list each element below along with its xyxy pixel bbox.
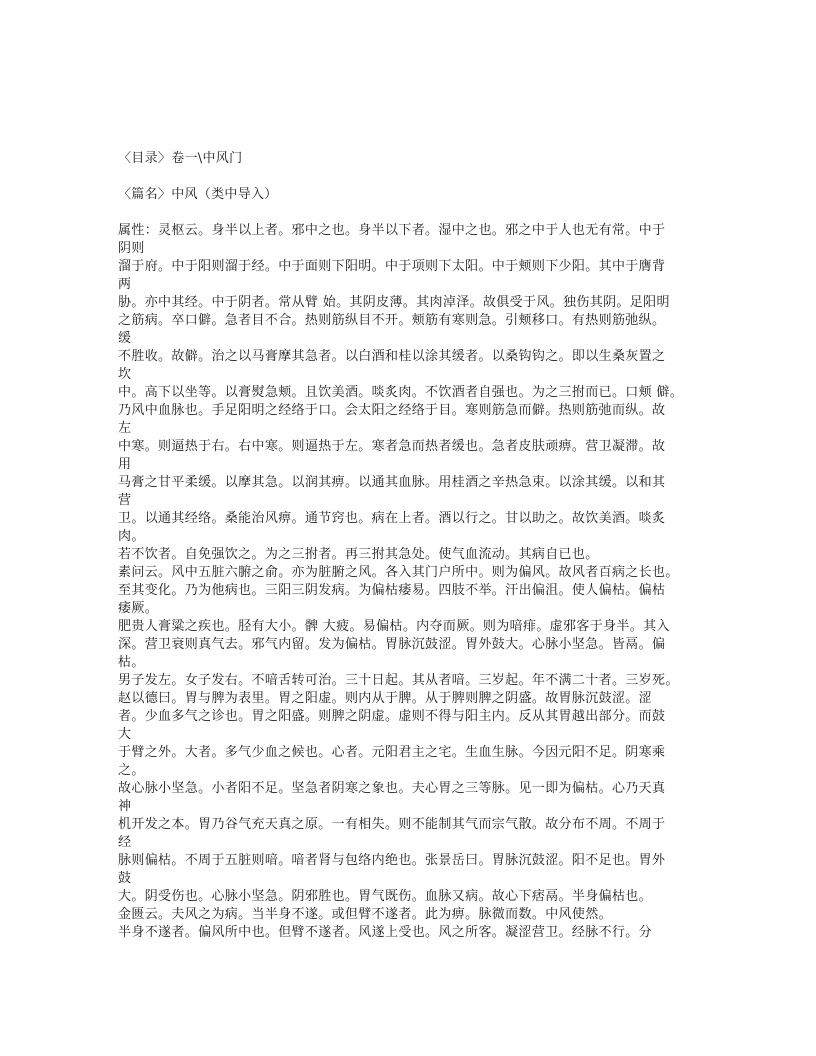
body-line: 至其变化。乃为他病也。三阳三阴发病。为偏枯痿易。四肢不举。汗出偏沮。使人偏枯。偏枯 [118, 583, 666, 598]
body-line: 大。阴受伤也。心脉小坚急。阴邪胜也。胃气既伤。血脉又病。故心下痞鬲。半身偏枯也。 [118, 889, 653, 904]
body-line: 胁。亦中其经。中于阴者。常从臂 始。其阴皮薄。其肉淖泽。故俱受于风。独伤其阴。足阳明 [118, 295, 670, 310]
body-line: 于臂之外。大者。多气少血之候也。心者。元阳君主之宅。生血生脉。今因元阳不足。阴寒乘 [118, 745, 666, 760]
body-line: 阴则 [118, 241, 145, 256]
body-line: 脉则偏枯。不周于五脏则喑。喑者肾与包络内绝也。张景岳曰。胃脉沉鼓涩。阳不足也。胃外 [118, 853, 666, 868]
body-line: 马膏之甘平柔缓。以摩其急。以润其痹。以通其血脉。用桂酒之辛热急束。以涂其缓。以和其 [118, 475, 666, 490]
body-line: 卫。以通其经络。桑能治风痹。通节窍也。病在上者。酒以行之。甘以助之。故饮美酒。啖炙 [118, 511, 666, 526]
body-line: 肉。 [118, 529, 145, 544]
body-line: 之筋病。卒口僻。急者目不合。热则筋纵目不开。颊筋有寒则急。引颊移口。有热则筋弛纵。 [118, 313, 666, 328]
body-line: 属性：灵枢云。身半以上者。邪中之也。身半以下者。湿中之也。邪之中于人也无有常。中于 [118, 223, 666, 238]
body-text [118, 222, 703, 960]
body-line: 赵以德曰。胃与脾为表里。胃之阳虚。则内从于脾。从于脾则脾之阴盛。故胃脉沉鼓涩。涩 [118, 691, 653, 706]
body-line: 营 [118, 493, 132, 508]
spacer [118, 168, 703, 186]
body-line: 溜于府。中于阳则溜于经。中于面则下阳明。中于项则下太阳。中于颊则下少阳。其中于膺背 [118, 259, 666, 274]
body-line: 机开发之本。胃乃谷气充天真之原。一有相失。则不能制其气而宗气散。故分布不周。不周于 [118, 817, 666, 832]
body-line: 缓 [118, 331, 132, 346]
body-line: 枯。 [118, 655, 145, 670]
body-line: 痿厥。 [118, 601, 159, 616]
body-line: 之。 [118, 763, 145, 778]
body-line: 用 [118, 457, 132, 472]
body-line: 肥贵人膏粱之疾也。胫有大小。髀 大疲。易偏枯。内夺而厥。则为喑痱。虚邪客于身半。其入 [118, 619, 670, 634]
body-line [118, 942, 703, 960]
catalog-line: 〈目录〉卷一\中风门 [118, 151, 243, 166]
body-line: 半身不遂者。偏风所中也。但臂不遂者。风遂上受也。风之所客。凝涩营卫。经脉不行。分 [118, 925, 653, 940]
body-line: 者。少血多气之诊也。胃之阳盛。则脾之阴虚。虚则不得与阳主内。反从其胃越出部分。而鼓 [118, 709, 666, 724]
body-line: 鼓 [118, 871, 132, 886]
body-line: 经 [118, 835, 132, 850]
body-line: 两 [118, 277, 132, 292]
body-line: 坎 [118, 367, 132, 382]
body-line: 大 [118, 727, 132, 742]
body-line: 中。高下以坐等。以膏熨急颊。且饮美酒。啖炙肉。不饮酒者自强也。为之三拊而已。口颊 僻。 [118, 385, 684, 400]
body-line: 若不饮者。自免强饮之。为之三拊者。再三拊其急处。使气血流动。其病自已也。 [118, 547, 599, 562]
body-line: 中寒。则逼热于右。右中寒。则逼热于左。寒者急而热者缓也。急者皮肤顽痹。营卫凝滞。故 [118, 439, 666, 454]
body-line: 神 [118, 799, 132, 814]
body-line: 故心脉小坚急。小者阳不足。坚急者阴寒之象也。夫心胃之三等脉。见一即为偏枯。心乃天真 [118, 781, 666, 796]
body-line: 素问云。风中五脏六腑之俞。亦为脏腑之风。各入其门户所中。则为偏风。故风者百病之长也。 [118, 565, 679, 580]
title-line: 〈篇名〉中风（类中导入） [118, 187, 278, 202]
body-line: 不胜收。故僻。治之以马膏摩其急者。以白酒和桂以涂其缓者。以桑钩钩之。即以生桑灰置之 [118, 349, 666, 364]
body-line: 男子发左。女子发右。不喑舌转可治。三十日起。其从者喑。三岁起。年不满二十者。三岁死。 [118, 673, 679, 688]
body-line: 金匮云。夫风之为病。当半身不遂。或但臂不遂者。此为痹。脉微而数。中风使然。 [118, 907, 612, 922]
document-page [118, 150, 703, 960]
body-line: 乃风中血脉也。手足阳明之经络于口。会太阳之经络于目。寒则筋急而僻。热则筋弛而纵。故 [118, 403, 666, 418]
body-line: 深。营卫衰则真气去。邪气内留。发为偏枯。胃脉沉鼓涩。胃外鼓大。心脉小坚急。皆鬲。偏 [118, 637, 666, 652]
spacer [118, 204, 703, 222]
body-line: 左 [118, 421, 132, 436]
